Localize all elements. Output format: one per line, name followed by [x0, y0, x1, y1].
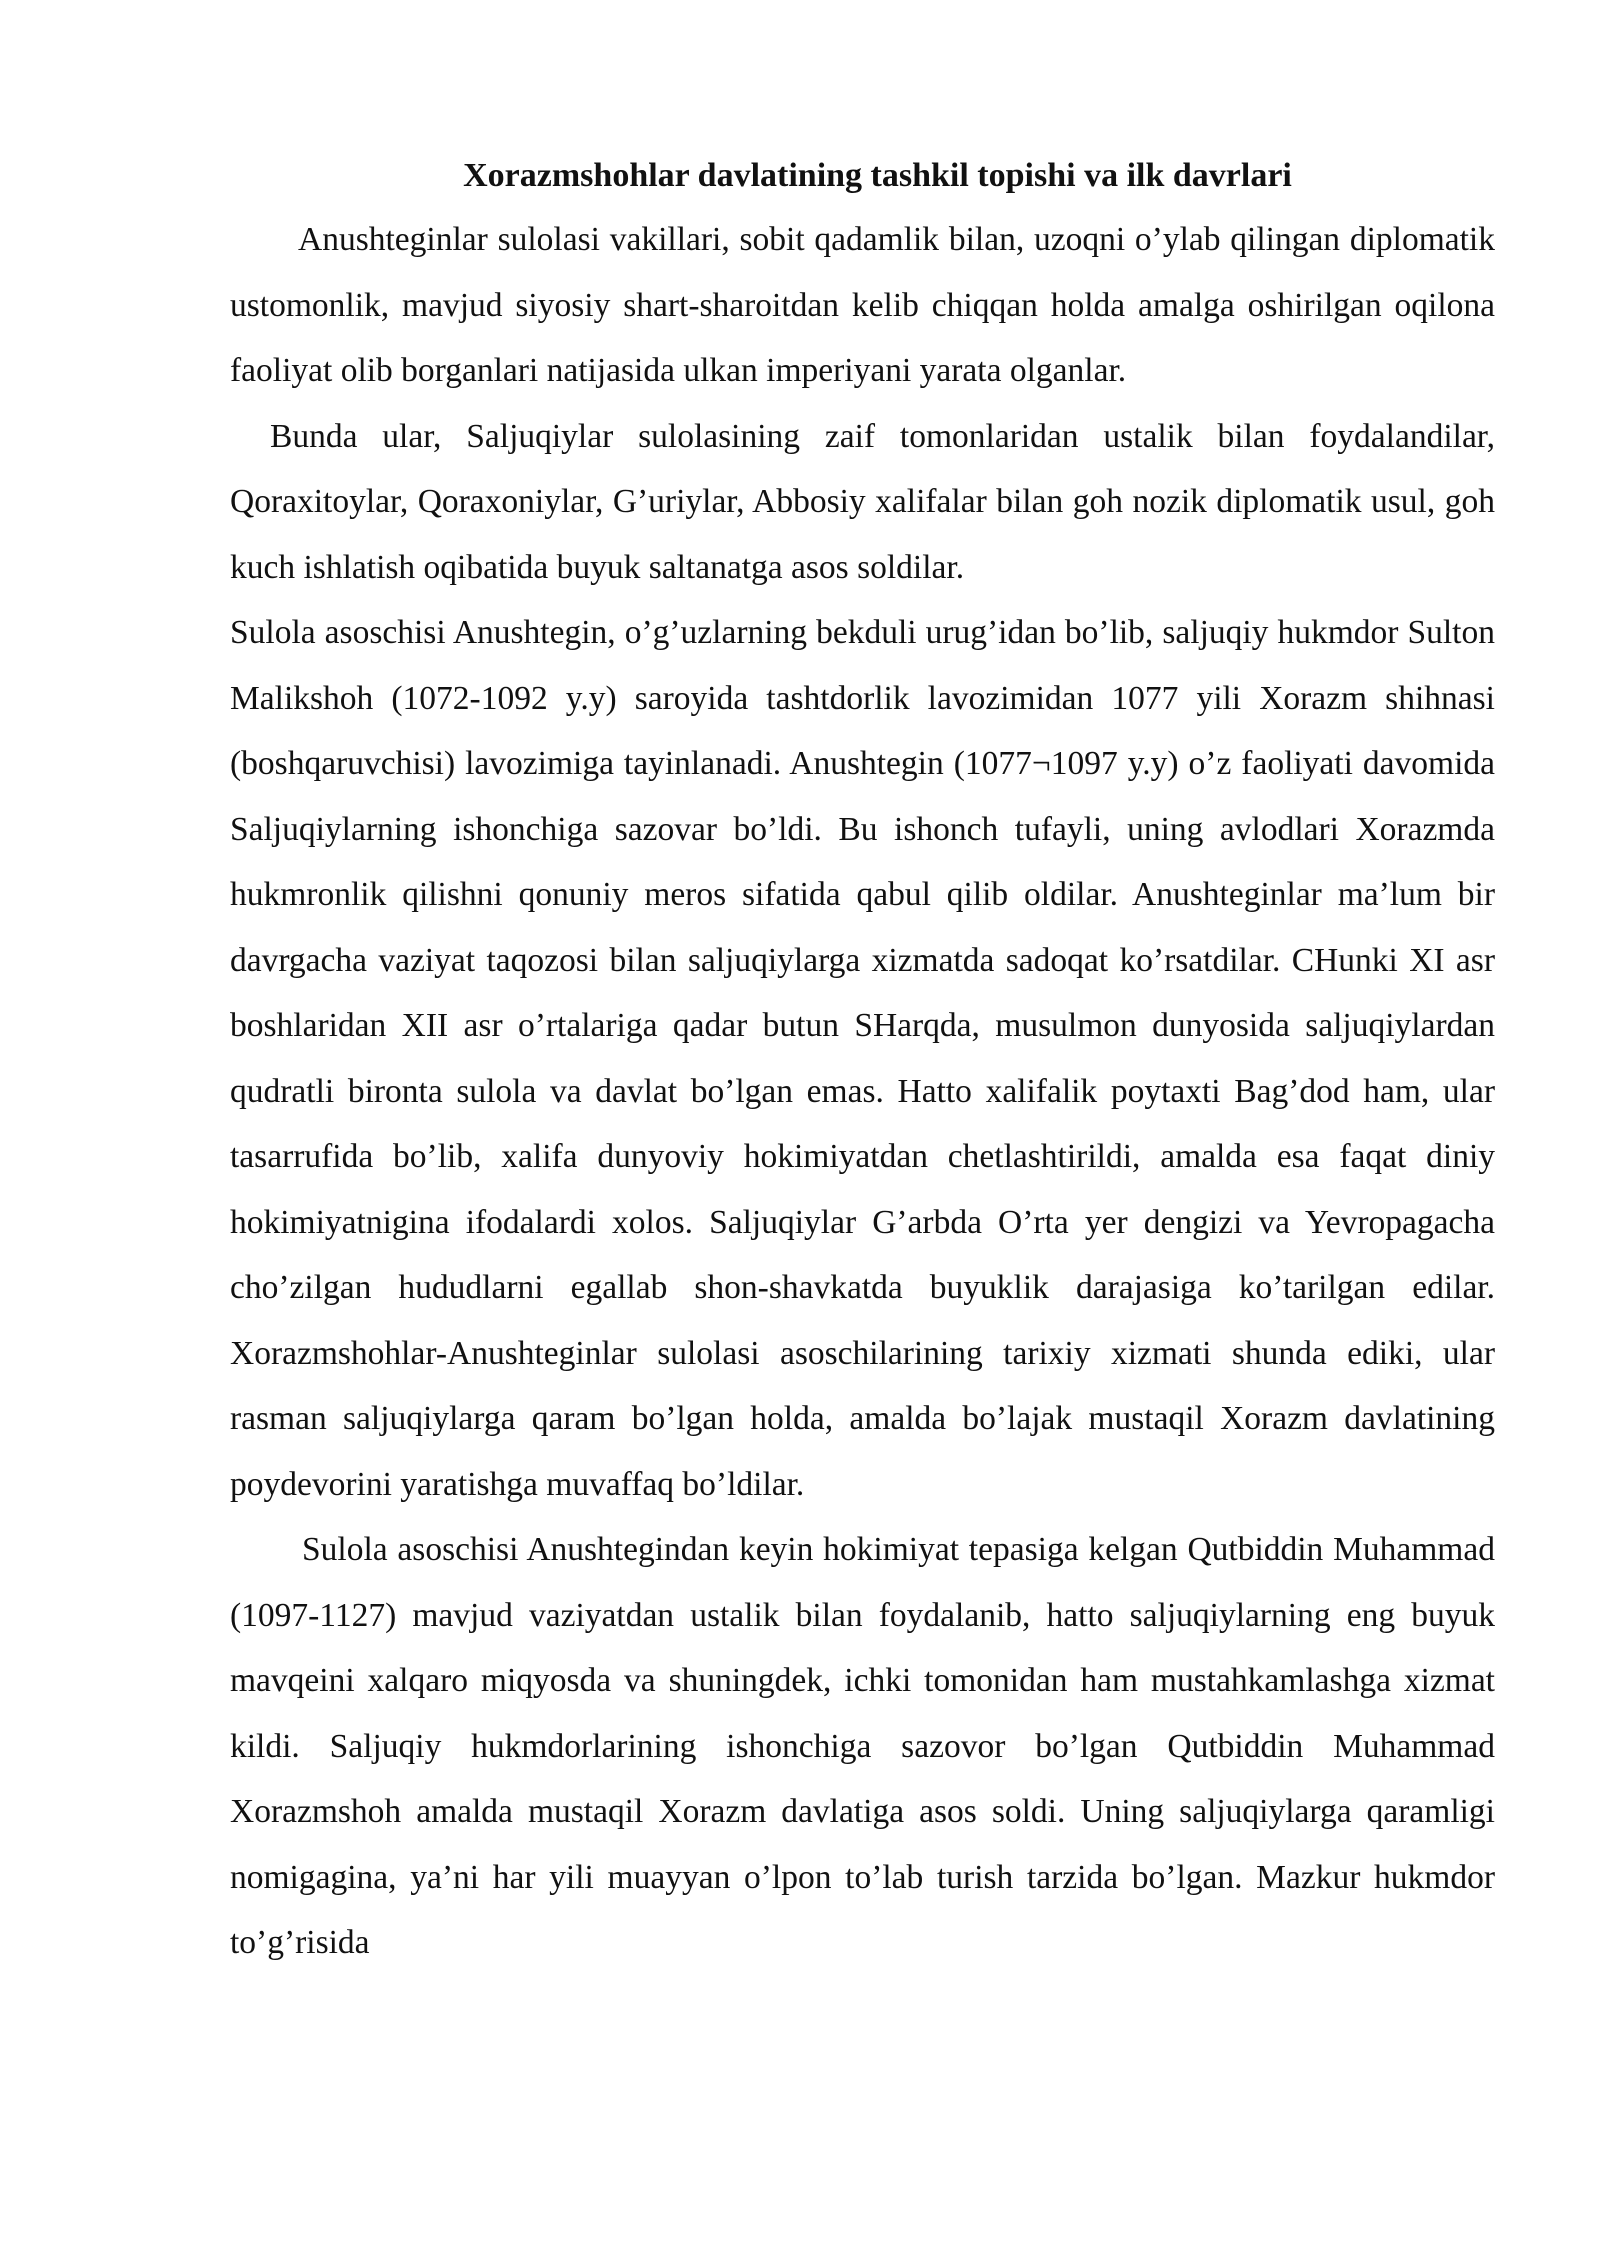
- paragraph-1: Anushteginlar sulolasi vakillari, sobit qadamlik bilan, uzoqni o’ylab qilingan diplomatik ustomonlik, mavjud siyosiy shart-sharoitdan kelib chiqqan holda amalga oshirilgan oqilona faoliyat olib borganlari natijasida ulkan imperiyani yarata olganlar.: [230, 221, 1495, 389]
- document-title: Xorazmshohlar davlatining tashkil topishi va ilk davrlari: [463, 157, 1292, 194]
- paragraph-3: Sulola asoschisi Anushtegin, o’g’uzlarning bekduli urug’idan bo’lib, saljuqiy hukmdor Sulton Malikshoh (1072-1092 y.y) saroyida tashtdorlik lavozimidan 1077 yili Xorazm shihnasi (boshqaruvchisi) lavozimiga tayinlanadi. Anushtegin (1077¬1097 y.y) o’z faoliyati davomida Saljuqiylarning ishonchiga sazovar bo’ldi. Bu ishonch tufayli, uning avlodlari Xorazmda hukmronlik qilishni qonuniy meros sifatida qabul qilib oldilar. Anushteginlar ma’lum bir davrgacha vaziyat taqozosi bilan saljuqiylarga xizmatda sadoqat ko’rsatdilar. CHunki XI asr boshlaridan XII asr o’rtalariga qadar butun SHarqda, musulmon dunyosida saljuqiylardan qudratli bironta sulola va davlat bo’lgan emas. Hatto xalifalik poytaxti Bag’dod ham, ular tasarrufida bo’lib, xalifa dunyoviy hokimiyatdan chetlashtirildi, amalda esa faqat diniy hokimiyatnigina ifodalardi xolos. Saljuqiylar G’arbda O’rta yer dengizi va Yevropagacha cho’zilgan hududlarni egallab shon-shavkatda buyuklik darajasiga ko’tarilgan edilar. Xorazmshohlar-Anushteginlar sulolasi asoschilarining tarixiy xizmati shunda ediki, ular rasman saljuqiylarga qaram bo’lgan holda, amalda bo’lajak mustaqil Xorazm davlatining poydevorini yaratishga muvaffaq bo’ldilar.: [230, 614, 1495, 1503]
- document-page: [230, 145, 1495, 1976]
- paragraph-2: Bunda ular, Saljuqiylar sulolasining zaif tomonlaridan ustalik bilan foydalandilar, Qoraxitoylar, Qoraxoniylar, G’uriylar, Abbosiy xalifalar bilan goh nozik diplomatik usul, goh kuch ishlatish oqibatida buyuk saltanatga asos soldilar.: [230, 417, 1495, 586]
- paragraph-4: Sulola asoschisi Anushtegindan keyin hokimiyat tepasiga kelgan Qutbiddin Muhammad (1097-1127) mavjud vaziyatdan ustalik bilan foydalanib, hatto saljuqiylarning eng buyuk mavqeini xalqaro miqyosda va shuningdek, ichki tomonidan ham mustahkamlashga xizmat kildi. Saljuqiy hukmdorlarining ishonchiga sazovor bo’lgan Qutbiddin Muhammad Xorazmshoh amalda mustaqil Xorazm davlatiga asos soldi. Uning saljuqiylarga qaramligi nomigagina, ya’ni har yili muayyan o’lpon to’lab turish tarzida bo’lgan. Mazkur hukmdor to’g’risida: [230, 1531, 1495, 1961]
